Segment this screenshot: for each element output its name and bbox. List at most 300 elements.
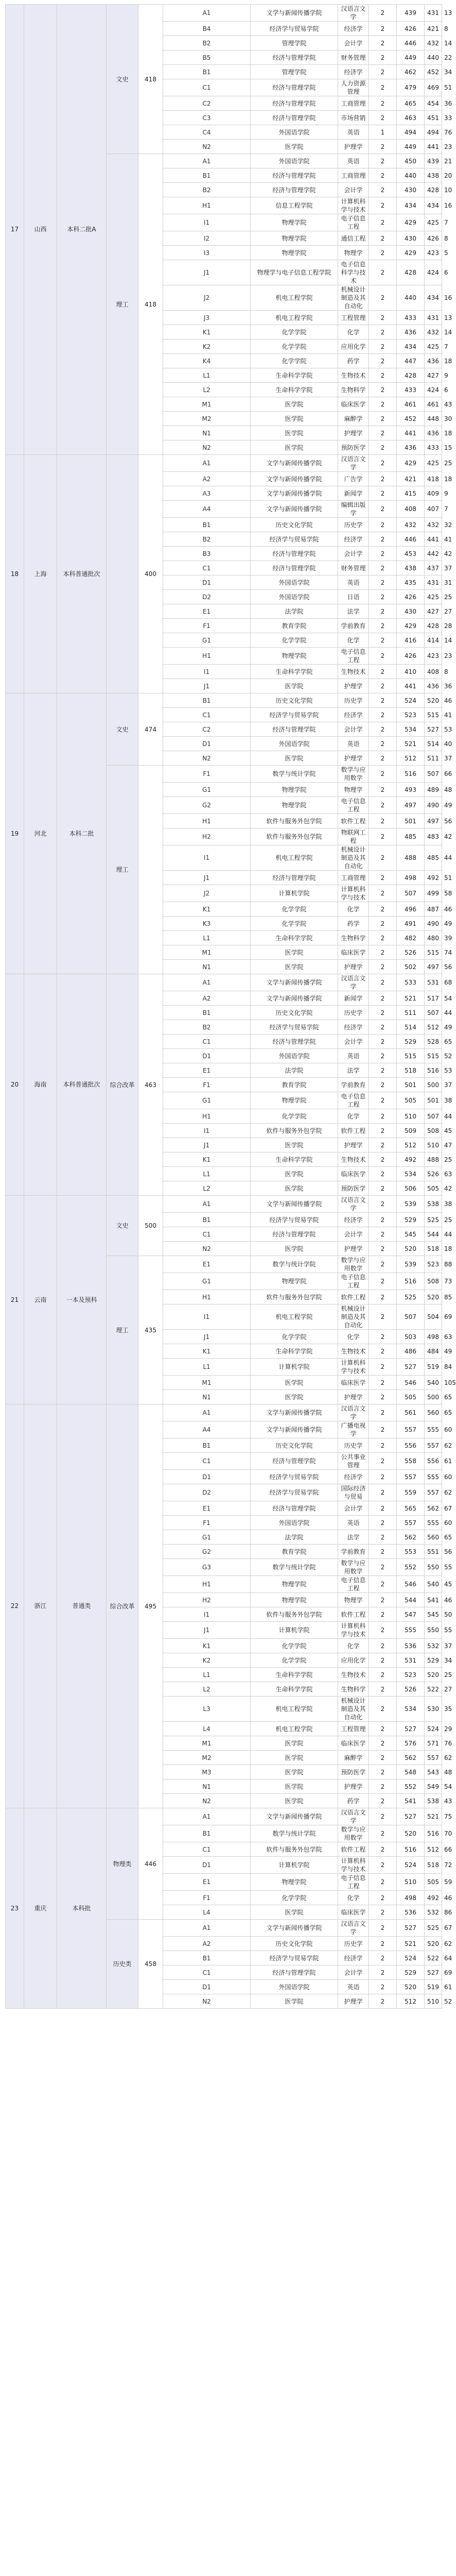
- min-score: 519: [425, 1980, 442, 1994]
- subject-category: [107, 1404, 138, 1808]
- table-row: N1 医学院 护理学 2 552 549 54: [6, 1780, 442, 1794]
- plan-count: 2: [369, 1330, 397, 1344]
- college-name: 医学院: [251, 1181, 338, 1196]
- max-score: 485: [397, 828, 425, 845]
- college-name: 外国语学院: [251, 125, 338, 140]
- max-score: 447: [397, 354, 425, 368]
- college-name: 经济与管理学院: [251, 561, 338, 575]
- college-name: 经济学与贸易学院: [251, 532, 338, 547]
- province-name: [24, 5, 57, 455]
- plan-count: 2: [369, 828, 397, 845]
- max-score: 429: [397, 214, 425, 231]
- max-score: 496: [397, 902, 425, 917]
- table-row: L1 生命科学学院 生物技术 2 428 427 9: [6, 368, 442, 383]
- major-name: 英语: [338, 1980, 369, 1994]
- min-score: 454: [425, 96, 442, 111]
- major-code: H1: [163, 814, 251, 828]
- major-code: J2: [163, 885, 251, 902]
- min-score: 515: [425, 708, 442, 722]
- table-row: I1 机电工程学院 机械设计制造及其自动化 2 488 485 44: [6, 845, 442, 871]
- college-name: 机电工程学院: [251, 1304, 338, 1330]
- major-code: A2: [163, 991, 251, 1006]
- plan-count: 2: [369, 561, 397, 575]
- table-row: G1 物理学院 电子信息工程 2 505 501 38: [6, 1092, 442, 1109]
- min-score: 525: [425, 1920, 442, 1937]
- table-row: 历史类 458 A1 文学与新闻传播学院 汉语言文学 2 527 525 67: [6, 1920, 442, 1937]
- control-line: [138, 455, 163, 693]
- plan-count: 2: [369, 1359, 397, 1376]
- college-name: 化学学院: [251, 1109, 338, 1124]
- min-score: 407: [425, 501, 442, 518]
- batch-name-text: 本科普通批次: [63, 1081, 100, 1088]
- table-row: N1 医学院 护理学 2 441 436 18: [6, 426, 442, 440]
- min-score: 540: [425, 1376, 442, 1390]
- table-row: M2 医学院 麻醉学 2 562 557 62: [6, 1751, 442, 1765]
- plan-count: 2: [369, 1994, 397, 2009]
- plan-count: 2: [369, 679, 397, 693]
- major-code: A1: [163, 154, 251, 168]
- college-name: 生命科学学院: [251, 368, 338, 383]
- min-score: 432: [425, 36, 442, 50]
- table-row: N1 医学院 护理学 2 502 497 56: [6, 960, 442, 974]
- college-name: 计算机学院: [251, 1359, 338, 1376]
- major-name: 英语: [338, 154, 369, 168]
- major-name: 计算机科学与技术: [338, 197, 369, 214]
- min-score: 437: [425, 561, 442, 575]
- major-name: 英语: [338, 575, 369, 590]
- max-score: 435: [397, 575, 425, 590]
- max-score: 555: [397, 1622, 425, 1639]
- max-score: 450: [397, 154, 425, 168]
- college-name: 法学院: [251, 1063, 338, 1078]
- table-row: B1 数学与统计学院 数学与应用数学 2 520 516 70: [6, 1825, 442, 1842]
- plan-count: 2: [369, 845, 397, 871]
- table-row: 22 浙江 普通类 综合改革 495 A1 文学与新闻传播学院 汉语言文学 2 561 560 65: [6, 1404, 442, 1421]
- table-row: J1 物理学与电子信息工程学院 电子信息科学与技术 2 428 424 6: [6, 260, 442, 285]
- major-name: 软件工程: [338, 1842, 369, 1857]
- batch-name: [57, 1808, 107, 2009]
- plan-count: 2: [369, 1965, 397, 1980]
- college-name: 经济与管理学院: [251, 168, 338, 183]
- table-row: E1 法学院 法学 2 430 427 27: [6, 604, 442, 619]
- plan-count: 2: [369, 36, 397, 50]
- major-name: 机械设计制造及其自动化: [338, 1304, 369, 1330]
- major-name: 财务管理: [338, 50, 369, 65]
- college-name: 外国语学院: [251, 1516, 338, 1530]
- major-code: G2: [163, 1545, 251, 1559]
- min-score: 488: [425, 1153, 442, 1167]
- major-code: N2: [163, 440, 251, 455]
- table-row: A4 文学与新闻传播学院 广播电视学 2 557 555 60: [6, 1421, 442, 1438]
- table-row: K1 生命科学学院 生物技术 2 492 488 25: [6, 1153, 442, 1167]
- max-score: 479: [397, 79, 425, 96]
- max-score: 512: [397, 751, 425, 766]
- major-code: A1: [163, 1808, 251, 1825]
- table-row: B1 历史文化学院 历史学 2 432 432 32: [6, 518, 442, 532]
- major-code: G3: [163, 1559, 251, 1576]
- province-name-text: 山西: [34, 226, 47, 233]
- major-code: C1: [163, 561, 251, 575]
- max-score: 527: [397, 1722, 425, 1736]
- major-name: 英语: [338, 1049, 369, 1063]
- max-score: 488: [397, 845, 425, 871]
- major-name: 新闻学: [338, 486, 369, 501]
- college-name: 经济学与贸易学院: [251, 1213, 338, 1227]
- plan-count: 2: [369, 1227, 397, 1242]
- table-row: F1 教育学院 学前教育 2 429 428 28: [6, 619, 442, 633]
- max-score: 516: [397, 1842, 425, 1857]
- college-name: 经济与管理学院: [251, 1035, 338, 1049]
- major-code: E1: [163, 1874, 251, 1891]
- province-number: [6, 1808, 24, 2009]
- plan-count: 2: [369, 783, 397, 797]
- plan-count: 2: [369, 885, 397, 902]
- table-row: C2 经济与管理学院 会计学 2 534 527 53: [6, 722, 442, 737]
- province-number: [6, 1404, 24, 1808]
- major-name: 历史学: [338, 1438, 369, 1453]
- plan-count: 2: [369, 604, 397, 619]
- plan-count: 2: [369, 1668, 397, 1682]
- major-name: 护理学: [338, 1780, 369, 1794]
- subject-category: [107, 766, 138, 974]
- major-name: 会计学: [338, 36, 369, 50]
- college-name: 经济与管理学院: [251, 722, 338, 737]
- max-score: 557: [397, 1470, 425, 1484]
- control-line-text: 400: [145, 570, 156, 578]
- plan-count: 2: [369, 1794, 397, 1808]
- province-number: [6, 455, 24, 693]
- max-score: 501: [397, 1078, 425, 1092]
- plan-count: 2: [369, 1290, 397, 1304]
- min-score: 424: [425, 383, 442, 397]
- max-score: 539: [397, 1256, 425, 1273]
- table-row: B2 经济与管理学院 会计学 2 430 428 10: [6, 183, 442, 197]
- table-row: H1 物理学院 电子信息工程 2 426 423 23: [6, 648, 442, 665]
- min-score: 433: [425, 440, 442, 455]
- min-score: 540: [425, 1576, 442, 1593]
- major-name: 经济学: [338, 708, 369, 722]
- max-score: 441: [397, 426, 425, 440]
- min-score: 556: [425, 1453, 442, 1470]
- plan-count: 2: [369, 1390, 397, 1404]
- college-name: 医学院: [251, 945, 338, 960]
- major-code: M3: [163, 1765, 251, 1780]
- max-score: 523: [397, 708, 425, 722]
- table-row: D1 经济学与贸易学院 经济学 2 557 555 60: [6, 1470, 442, 1484]
- plan-count: 2: [369, 1891, 397, 1905]
- max-score: 440: [397, 285, 425, 311]
- plan-count: 2: [369, 991, 397, 1006]
- plan-count: 2: [369, 1980, 397, 1994]
- max-score: 557: [397, 1516, 425, 1530]
- min-score: 521: [425, 1808, 442, 1825]
- table-row: E1 经济与管理学院 会计学 2 565 562 67: [6, 1501, 442, 1516]
- college-name: 经济学与贸易学院: [251, 22, 338, 36]
- max-score: 516: [397, 766, 425, 783]
- major-code: K1: [163, 902, 251, 917]
- plan-count: 1: [369, 125, 397, 140]
- table-row: L4 机电工程学院 工程管理 2 527 524 29: [6, 1722, 442, 1736]
- plan-count: 2: [369, 1109, 397, 1124]
- college-name: 软件与服务外包学院: [251, 828, 338, 845]
- table-row: B1 经济与管理学院 工商管理 2 440 438 20: [6, 168, 442, 183]
- plan-count: 2: [369, 1951, 397, 1965]
- major-code: C1: [163, 1035, 251, 1049]
- max-score: 463: [397, 111, 425, 125]
- plan-count: 2: [369, 751, 397, 766]
- major-name: 护理学: [338, 679, 369, 693]
- table-row: A4 文学与新闻传播学院 编辑出版学 2 408 407 7: [6, 501, 442, 518]
- college-name: 文学与新闻传播学院: [251, 974, 338, 991]
- college-name: 化学学院: [251, 1653, 338, 1668]
- major-code: L2: [163, 1682, 251, 1697]
- plan-count: 2: [369, 501, 397, 518]
- table-row: B2 经济学与贸易学院 经济学 2 446 441 41: [6, 532, 442, 547]
- college-name: 外国语学院: [251, 575, 338, 590]
- table-row: M1 医学院 临床医学 2 461 461 43: [6, 397, 442, 412]
- province-number: [6, 1196, 24, 1404]
- table-row: L1 生命科学学院 生物技术 2 523 520 25: [6, 1668, 442, 1682]
- major-code: J1: [163, 1622, 251, 1639]
- college-name: 医学院: [251, 397, 338, 412]
- max-score: 428: [397, 368, 425, 383]
- max-score: 562: [397, 1530, 425, 1545]
- college-name: 化学学院: [251, 354, 338, 368]
- max-score: 514: [397, 1020, 425, 1035]
- college-name: 历史文化学院: [251, 1438, 338, 1453]
- major-code: C1: [163, 79, 251, 96]
- min-score: 531: [425, 974, 442, 991]
- table-row: A2 历史文化学院 历史学 2 521 520 62: [6, 1937, 442, 1951]
- major-code: A1: [163, 5, 251, 22]
- major-code: I1: [163, 1124, 251, 1138]
- plan-count: 2: [369, 1273, 397, 1290]
- major-name: 化学: [338, 902, 369, 917]
- major-name: 会计学: [338, 722, 369, 737]
- major-name: 电子信息工程: [338, 648, 369, 665]
- plan-count: 2: [369, 168, 397, 183]
- major-code: A4: [163, 1421, 251, 1438]
- plan-count: 2: [369, 1049, 397, 1063]
- subject-category-text: 理工: [116, 1326, 129, 1334]
- max-score: 553: [397, 1545, 425, 1559]
- table-row: M1 医学院 临床医学 2 546 540 105: [6, 1376, 442, 1390]
- major-name: 汉语言文学: [338, 1404, 369, 1421]
- plan-count: 2: [369, 1213, 397, 1227]
- subject-category: [107, 1920, 138, 2009]
- table-row: I2 物理学院 通信工程 2 430 426 8: [6, 231, 442, 246]
- major-name: 工程管理: [338, 1722, 369, 1736]
- major-code: J2: [163, 285, 251, 311]
- major-name: 会计学: [338, 1035, 369, 1049]
- major-name: 生物技术: [338, 665, 369, 679]
- college-name: 物理学院: [251, 1874, 338, 1891]
- min-score: 560: [425, 1530, 442, 1545]
- college-name: 历史文化学院: [251, 693, 338, 708]
- major-name: 应用化学: [338, 1653, 369, 1668]
- min-score: 515: [425, 1049, 442, 1063]
- major-code: K1: [163, 1639, 251, 1653]
- table-row: C2 经济与管理学院 工商管理 2 465 454 36: [6, 96, 442, 111]
- min-score: 497: [425, 960, 442, 974]
- plan-count: 2: [369, 1780, 397, 1794]
- major-code: A1: [163, 455, 251, 472]
- province-number: [6, 5, 24, 455]
- plan-count: 2: [369, 1697, 397, 1722]
- plan-count: 2: [369, 1722, 397, 1736]
- max-score: 534: [397, 1697, 425, 1722]
- major-code: B1: [163, 518, 251, 532]
- college-name: 文学与新闻传播学院: [251, 501, 338, 518]
- max-score: 536: [397, 1639, 425, 1653]
- min-score: 507: [425, 766, 442, 783]
- plan-count: 2: [369, 708, 397, 722]
- max-score: 521: [397, 991, 425, 1006]
- province-name-text: 上海: [34, 570, 47, 578]
- major-name: 数学与应用数学: [338, 1825, 369, 1842]
- plan-count: 2: [369, 1078, 397, 1092]
- major-code: D1: [163, 575, 251, 590]
- max-score: 429: [397, 246, 425, 260]
- major-code: I1: [163, 845, 251, 871]
- major-code: A1: [163, 1404, 251, 1421]
- min-score: 555: [425, 1421, 442, 1438]
- college-name: 物理学院: [251, 797, 338, 814]
- major-code: L1: [163, 931, 251, 945]
- college-name: 医学院: [251, 1376, 338, 1390]
- college-name: 物理学院: [251, 783, 338, 797]
- college-name: 物理学院: [251, 214, 338, 231]
- min-score: 520: [425, 1937, 442, 1951]
- plan-count: 2: [369, 1920, 397, 1937]
- table-row: G2 教育学院 学前教育 2 553 551 56: [6, 1545, 442, 1559]
- college-name: 经济学与贸易学院: [251, 1484, 338, 1501]
- college-name: 机电工程学院: [251, 1697, 338, 1722]
- major-code: D1: [163, 1470, 251, 1484]
- plan-count: 2: [369, 1035, 397, 1049]
- major-name: 计算机科学与技术: [338, 1359, 369, 1376]
- major-name: 数学与应用数学: [338, 766, 369, 783]
- major-name: 临床医学: [338, 1905, 369, 1920]
- major-name: 化学: [338, 325, 369, 340]
- college-name: 软件与服务外包学院: [251, 1290, 338, 1304]
- table-row: C1 软件与服务外包学院 软件工程 2 516 512 66: [6, 1842, 442, 1857]
- province-name-text: 重庆: [34, 1904, 47, 1912]
- min-score: 544: [425, 1227, 442, 1242]
- table-row: F1 教育学院 学前教育 2 501 500 37: [6, 1078, 442, 1092]
- table-row: C1 经济与管理学院 会计学 2 545 544 44: [6, 1227, 442, 1242]
- college-name: 数学与统计学院: [251, 1825, 338, 1842]
- major-code: E1: [163, 604, 251, 619]
- plan-count: 2: [369, 737, 397, 751]
- table-row: C1 经济与管理学院 财务管理 2 438 437 37: [6, 561, 442, 575]
- min-score: 427: [425, 368, 442, 383]
- max-score: 552: [397, 1780, 425, 1794]
- major-name: 工商管理: [338, 96, 369, 111]
- table-row: A3 文学与新闻传播学院 新闻学 2 415 409 9: [6, 486, 442, 501]
- min-score: 431: [425, 311, 442, 325]
- province-number-text: 23: [10, 1904, 19, 1912]
- max-score: 446: [397, 36, 425, 50]
- table-row: 17 山西 本科二批A 文史 418 A1 文学与新闻传播学院 汉语言文学 2 439 431 13: [6, 5, 442, 22]
- max-score: 482: [397, 931, 425, 945]
- plan-count: 2: [369, 1470, 397, 1484]
- major-code: B5: [163, 50, 251, 65]
- max-score: 523: [397, 1668, 425, 1682]
- major-code: B1: [163, 1213, 251, 1227]
- min-score: 505: [425, 1874, 442, 1891]
- major-code: K4: [163, 354, 251, 368]
- control-line-text: 474: [145, 725, 156, 733]
- major-code: A3: [163, 486, 251, 501]
- batch-name: [57, 693, 107, 974]
- max-score: 562: [397, 1751, 425, 1765]
- major-code: C1: [163, 708, 251, 722]
- batch-name: [57, 1404, 107, 1808]
- major-code: B1: [163, 1825, 251, 1842]
- major-code: B2: [163, 183, 251, 197]
- table-row: D2 经济学与贸易学院 国际经济与贸易 2 559 557 62: [6, 1484, 442, 1501]
- major-name: 历史学: [338, 1937, 369, 1951]
- min-score: 508: [425, 1124, 442, 1138]
- plan-count: 2: [369, 1196, 397, 1213]
- major-code: L2: [163, 1181, 251, 1196]
- college-name: 化学学院: [251, 340, 338, 354]
- min-score: 438: [425, 168, 442, 183]
- major-code: E1: [163, 1063, 251, 1078]
- major-code: D2: [163, 1484, 251, 1501]
- major-name: 经济学: [338, 65, 369, 79]
- major-name: 广告学: [338, 472, 369, 486]
- max-score: 436: [397, 440, 425, 455]
- min-score: 538: [425, 1196, 442, 1213]
- major-code: D1: [163, 1980, 251, 1994]
- plan-count: 2: [369, 532, 397, 547]
- min-score: 499: [425, 885, 442, 902]
- min-score: 549: [425, 1780, 442, 1794]
- major-name: 历史学: [338, 1006, 369, 1020]
- max-score: 515: [397, 1049, 425, 1063]
- table-row: 理工 435 E1 数学与统计学院 数学与应用数学 2 539 523 88: [6, 1256, 442, 1273]
- plan-count: 2: [369, 1304, 397, 1330]
- major-code: K2: [163, 340, 251, 354]
- plan-count: 2: [369, 1020, 397, 1035]
- major-code: N2: [163, 140, 251, 154]
- min-score: 545: [425, 1607, 442, 1622]
- major-name: 电子信息工程: [338, 1874, 369, 1891]
- major-name: 学前教育: [338, 619, 369, 633]
- min-score: 522: [425, 1682, 442, 1697]
- min-score: 492: [425, 871, 442, 885]
- college-name: 物理学院: [251, 1593, 338, 1607]
- table-row: C3 经济与管理学院 市场营销 2 463 451 33: [6, 111, 442, 125]
- major-code: J3: [163, 311, 251, 325]
- table-row: L1 医学院 临床医学 2 534 526 63: [6, 1167, 442, 1181]
- major-code: L3: [163, 1697, 251, 1722]
- major-code: D1: [163, 737, 251, 751]
- table-row: M1 医学院 临床医学 2 576 571 76: [6, 1736, 442, 1751]
- college-name: 物理学院: [251, 231, 338, 246]
- table-row: K2 化学学院 应用化学 2 434 425 7: [6, 340, 442, 354]
- table-row: K4 化学学院 药学 2 447 436 18: [6, 354, 442, 368]
- min-score: 526: [425, 1167, 442, 1181]
- max-score: 492: [397, 1153, 425, 1167]
- table-row: I1 软件与服务外包学院 软件工程 2 509 508 45: [6, 1124, 442, 1138]
- control-line: [138, 974, 163, 1196]
- major-code: C1: [163, 1842, 251, 1857]
- plan-count: 2: [369, 1751, 397, 1765]
- min-score: 434: [425, 285, 442, 311]
